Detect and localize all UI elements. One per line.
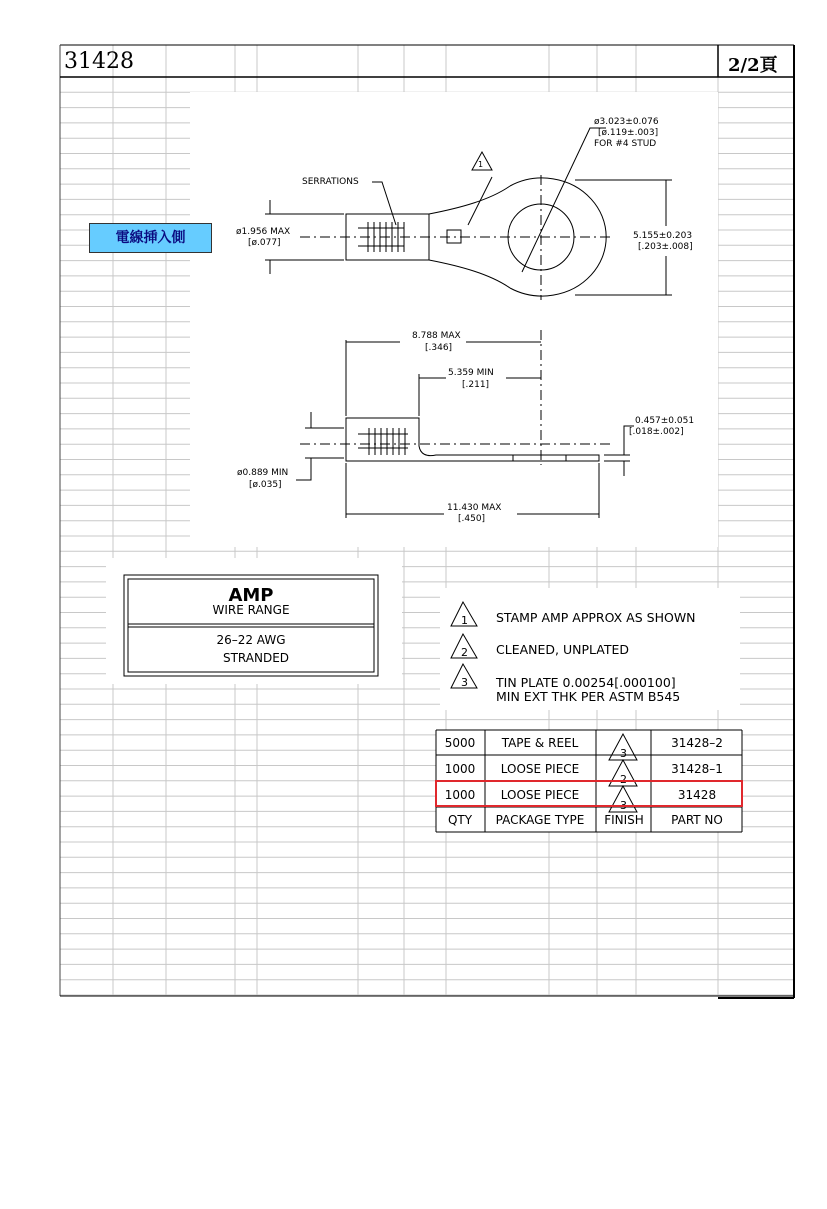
part-cell: 31428–2 — [671, 736, 723, 750]
stamp-flag-num: 1 — [478, 160, 484, 169]
part-number-title: 31428 — [64, 49, 134, 74]
wire-range-awg: 26–22 AWG — [216, 633, 286, 647]
finish-cell: 2 — [620, 773, 627, 786]
amp-logo: AMP — [228, 585, 274, 606]
qty-cell: 5000 — [444, 736, 476, 750]
package-cell: LOOSE PIECE — [500, 788, 580, 802]
part-cell: 31428 — [677, 788, 717, 802]
serrations-label: SERRATIONS — [302, 177, 359, 187]
finish-cell: 3 — [620, 747, 627, 760]
wire-dim-1: ø0.889 MIN — [237, 468, 289, 478]
qty-cell: 1000 — [444, 788, 476, 802]
overall-top-2: [.346] — [425, 343, 453, 353]
stud-dim-2: [ø.119±.003] — [598, 128, 659, 138]
wire-insertion-side-label: 電線挿入側 — [89, 223, 212, 253]
note-text: STAMP AMP APPROX AS SHOWN — [496, 610, 696, 625]
stud-dim-3: FOR #4 STUD — [594, 139, 657, 149]
overall-len-2: [.450] — [458, 514, 486, 524]
drawing-area — [190, 92, 718, 547]
wire-dim-2: [ø.035] — [249, 480, 282, 490]
wire-range-type: STRANDED — [222, 651, 290, 665]
tongue-dim-1: 5.155±0.203 — [633, 231, 693, 241]
part-cell: 31428–1 — [671, 762, 723, 776]
barrel-dim-2: [ø.077] — [248, 238, 281, 248]
package-header: PACKAGE TYPE — [495, 813, 585, 827]
tongue-len-2: [.211] — [462, 380, 490, 390]
page-indicator: 2/2頁 — [728, 55, 778, 76]
qty-header: QTY — [447, 813, 473, 827]
note-text-2: MIN EXT THK PER ASTM B545 — [496, 689, 681, 704]
finish-header: FINISH — [604, 813, 644, 827]
part-header: PART NO — [671, 813, 723, 827]
stud-dim-1: ø3.023±0.076 — [594, 117, 659, 127]
note-text: TIN PLATE 0.00254[.000100] — [496, 675, 676, 690]
tongue-dim-2: [.203±.008] — [638, 242, 693, 252]
thickness-1: 0.457±0.051 — [635, 416, 695, 426]
wire-range-area — [106, 558, 402, 684]
thickness-2: [.018±.002] — [629, 427, 684, 437]
svg-text:3: 3 — [461, 676, 468, 689]
barrel-dim-1: ø1.956 MAX — [236, 227, 291, 237]
wire-range-title: WIRE RANGE — [212, 603, 290, 617]
overall-len-1: 11.430 MAX — [447, 503, 502, 513]
overall-top-1: 8.788 MAX — [412, 331, 461, 341]
svg-text:1: 1 — [461, 614, 468, 627]
svg-text:2: 2 — [461, 646, 468, 659]
note-text: CLEANED, UNPLATED — [496, 642, 629, 657]
finish-cell: 3 — [620, 799, 627, 812]
tongue-len-1: 5.359 MIN — [448, 368, 494, 378]
package-cell: LOOSE PIECE — [500, 762, 580, 776]
parts-table — [436, 730, 742, 832]
package-cell: TAPE & REEL — [501, 736, 579, 750]
qty-cell: 1000 — [444, 762, 476, 776]
